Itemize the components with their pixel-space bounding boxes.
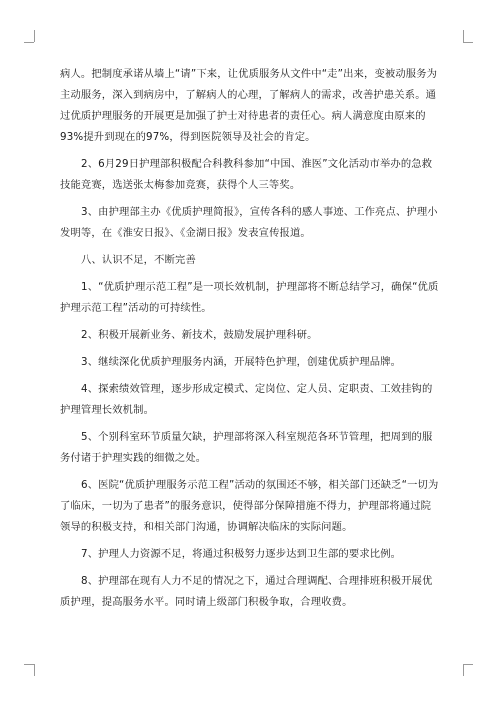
paragraph-item-3: 3、由护理部主办《优质护理简报》，宣传各科的感人事迹、工作亮点、护理小发明等，在《淮安日报》、《金湖日报》发表宣传报道。: [60, 206, 438, 239]
paragraph-improve-6: 6、医院“优质护理服务示范工程”活动的氛围还不够，相关部门还缺乏“一切为了临床，一切为了患者”的服务意识，使得部分保障措施不得力，护理部将通过院领导的积极支持，和相关部门沟通，协调解决临床的实际问题。: [60, 479, 439, 533]
document-body: [60, 64, 440, 619]
section-heading: 八、认识不足，不断完善: [81, 254, 196, 266]
paragraph-improve-1: 1、“优质护理示范工程”是一项长效机制，护理部将不断总结学习，确保“优质护理示范工程”活动的可持续性。: [60, 281, 439, 314]
paragraph-improve-2: 2、积极开展新业务、新技术，鼓励发展护理科研。: [81, 329, 318, 341]
paragraph-improve-8: 8、护理部在现有人力不足的情况之下，通过合理调配、合理排班积极开展优质护理，提高服务水平。同时请上级部门积极争取，合理收费。: [60, 575, 433, 608]
paragraph-improve-3: 3、继续深化优质护理服务内涵，开展特色护理，创建优质护理品牌。: [81, 356, 402, 368]
paragraph-improve-5: 5、个别科室环节质量欠缺，护理部将深入科室规范各环节管理，把周到的服务付诸于护理实践的细微之处。: [60, 431, 433, 464]
paragraph-continuation: 病人。把制度承诺从墙上“请”下来，让优质服务从文件中“走”出来，变被动服务为主动服务，深入到病房中，了解病人的心理，了解病人的需求，改善护患关系。通过优质护理服务的开展更是加强了护士对待患者的责任心。病人满意度由原来的93%提升到现在的97%，得到医院领导及社会的肯定。: [60, 68, 438, 143]
paragraph-item-2: 2、6月29日护理部积极配合科教科参加“中国、淮医”文化活动市举办的急救技能竞赛，选送张太梅参加竞赛，获得个人三等奖。: [60, 158, 433, 191]
paragraph-improve-7: 7、护理人力资源不足，将通过积极努力逐步达到卫生部的要求比例。: [81, 548, 402, 560]
paragraph-improve-4: 4、探索绩效管理，逐步形成定模式、定岗位、定人员、定职责、工效挂钩的护理管理长效机制。: [60, 383, 433, 416]
